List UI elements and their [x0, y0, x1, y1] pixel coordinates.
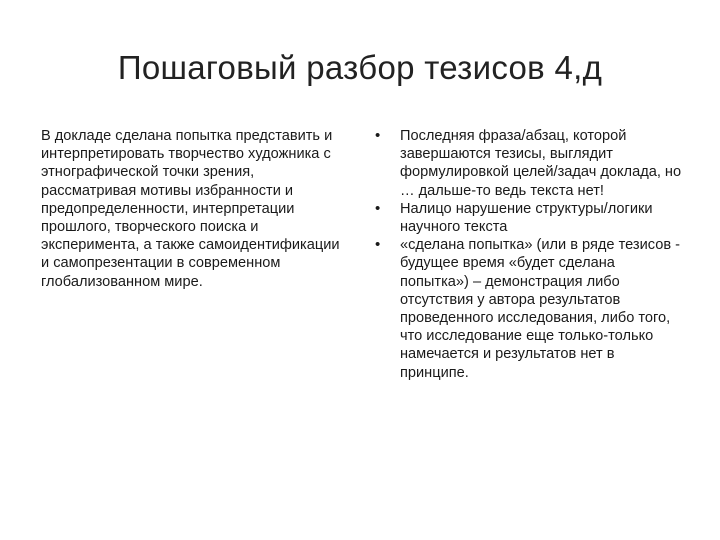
bullet-marker-icon: •	[375, 127, 381, 144]
left-column-text: В докладе сделана попытка представить и интерпретировать творчество художника с этнографической точки зрения, рассматривая мотивы избранности и предопределенности, интерпретации прошлого, творческого поиска и эксперимента, а также самоидентификации и самопрезентации в современном глобализованном мире.	[41, 128, 340, 290]
bullet-item	[372, 236, 682, 382]
bullet-text: Налицо нарушение структуры/логики научного текста	[400, 200, 653, 236]
bullet-text: Последняя фраза/абзац, которой завершаются тезисы, выглядит формулировкой целей/задач доклада, но … дальше-то ведь текста нет!	[400, 128, 682, 199]
slide-title: Пошаговый разбор тезисов 4,д	[117, 49, 603, 86]
bullet-item	[372, 200, 682, 236]
bullet-item	[372, 127, 682, 200]
bullet-marker-icon: •	[375, 236, 381, 254]
bullet-marker-icon: •	[375, 199, 381, 217]
right-column-bullets	[372, 127, 682, 382]
bullet-text: «сделана попытка» (или в ряде тезисов - будущее время «будет сделана попытка») – демонстрация либо отсутствия у автора результатов проведенного исследования, либо того, что исследование еще только-только намечается и результатов нет в принципе.	[400, 237, 680, 381]
